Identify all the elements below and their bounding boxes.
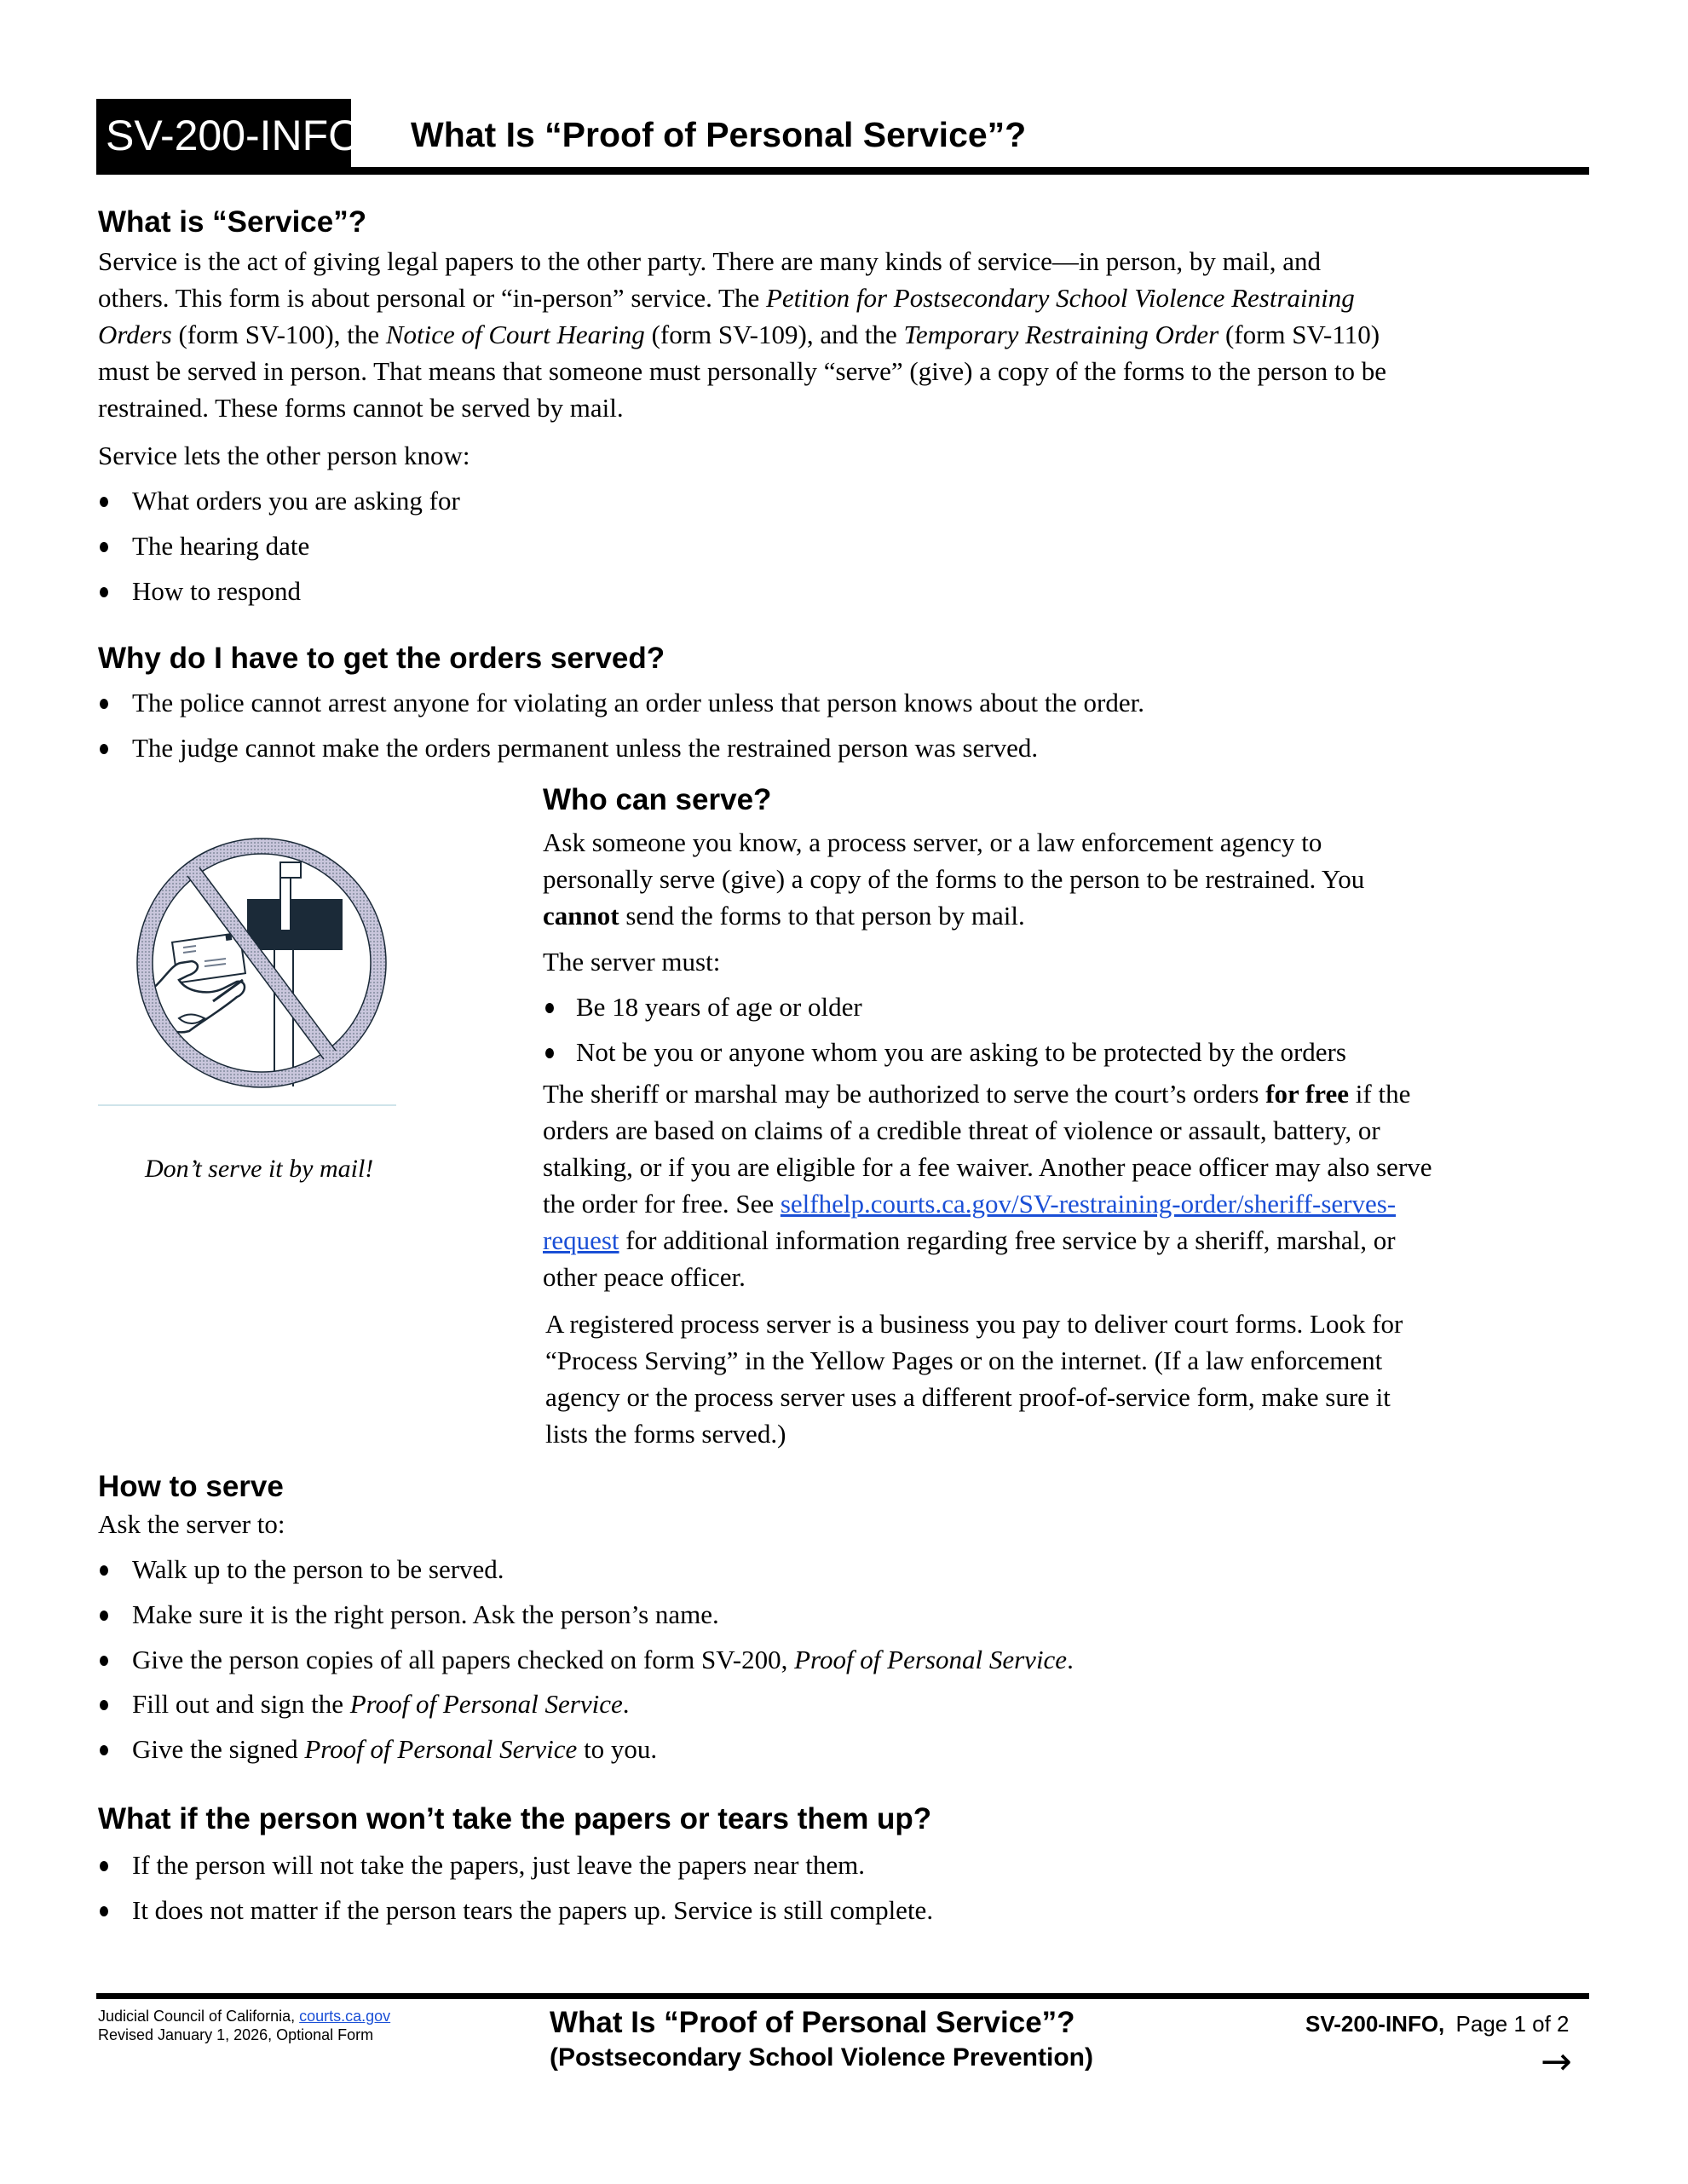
bullet-icon [100,1656,108,1666]
process-para-line [545,1344,1382,1378]
heading-why-served: Why do I have to get the orders served? [98,642,665,675]
bullet-icon [100,542,108,552]
process-para-line [545,1380,1391,1415]
text-run: for free [1265,1079,1350,1109]
text-run: A registered process server is a business you pay to deliver court forms. Look for [545,1309,1403,1339]
list-item: How to respond [132,576,302,606]
bullet-icon [100,1565,108,1576]
form-code: SV-200-INFO [106,112,362,159]
text-run: lists the forms served.) [545,1419,786,1449]
text-run: cannot [543,901,619,931]
how-intro: Ask the server to: [98,1509,285,1539]
service-para-line [98,318,1380,352]
bullet-icon [545,1003,554,1013]
text-run: Proof of Personal Service [794,1645,1068,1674]
footer-form-code [1305,2011,1570,2037]
bullet-icon [100,1861,108,1871]
text-run: Give the person copies of all papers checked on form SV-200, [132,1645,795,1674]
list-item: Not be you or anyone whom you are asking to be protected by the orders [576,1037,1346,1067]
text-run: Make sure it is the right person. Ask the person’s name. [132,1599,719,1629]
text-run: Orders [98,320,172,349]
sheriff-serves-link[interactable]: request [543,1225,619,1255]
page-title: What Is “Proof of Personal Service”? [411,115,1027,154]
list-item: If the person will not take the papers, just leave the papers near them. [132,1850,865,1880]
footer-revised: Revised January 1, 2026, Optional Form [98,2026,374,2043]
list-item: The police cannot arrest anyone for violating an order unless that person knows about the order. [132,688,1144,717]
text-run: to you. [577,1734,658,1764]
list-item: What orders you are asking for [132,486,460,516]
sheriff-para-line [543,1187,1396,1221]
illustration-caption: Don’t serve it by mail! [145,1155,374,1183]
footer-org-text: Judicial Council of California, [98,2008,300,2025]
text-run: The sheriff or marshal may be authorized to serve the court’s orders [543,1079,1266,1109]
bullet-icon [545,1048,554,1058]
heading-who-can-serve: Who can serve? [543,783,772,816]
footer-code: SV-200-INFO, [1305,2011,1445,2037]
service-para-line [98,391,624,425]
text-run: the order for free. See [543,1189,781,1219]
text-run: Fill out and sign the [132,1689,350,1719]
header-rule [96,167,1589,175]
text-run: agency or the process server uses a different proof-of-service form, make sure it [545,1382,1391,1412]
text-run: Temporary Restraining Order [903,320,1219,349]
sheriff-para-line [543,1260,746,1294]
no-mail-prohibition-icon [128,818,409,1108]
courts-link[interactable]: courts.ca.gov [299,2008,391,2025]
text-run: personally serve (give) a copy of the forms to the person to be restrained. You [543,864,1365,894]
text-run: “Process Serving” in the Yellow Pages or on the internet. (If a law enforcement [545,1346,1383,1375]
sheriff-para-line [543,1224,1396,1258]
text-run: Service is the act of giving legal papers to the other party. There are many kinds of service—in person, by mail, and [98,246,1322,276]
text-run: stalking, or if you are eligible for a fee waiver. Another peace officer may also serve [543,1152,1432,1182]
heading-what-is-service: What is “Service”? [98,205,367,239]
heading-wont-take-papers: What if the person won’t take the papers or tears them up? [98,1802,932,1835]
who-para-line [543,862,1364,896]
text-run: Notice of Court Hearing [385,320,645,349]
page-indicator: Page 1 of 2 [1455,2011,1570,2037]
list-item: The judge cannot make the orders permanent unless the restrained person was served. [132,733,1039,763]
text-run: . [1067,1645,1074,1674]
text-run: others. This form is about personal or “in-person” service. The [98,283,766,313]
bullet-icon [100,1700,108,1710]
service-para-line [98,281,1355,315]
text-run: for additional information regarding free service by a sheriff, marshal, or [619,1225,1396,1255]
text-run: Walk up to the person to be served. [132,1554,504,1584]
sheriff-para-line [543,1150,1432,1184]
list-item [132,1687,629,1721]
footer-title: What Is “Proof of Personal Service”? [550,2006,1075,2039]
footer-rule [96,1993,1589,1999]
text-run: restrained. These forms cannot be served by mail. [98,393,624,423]
footer-subtitle: (Postsecondary School Violence Prevention) [550,2043,1093,2072]
bullet-icon [100,1611,108,1621]
text-run: . [622,1689,630,1719]
sheriff-serves-link[interactable]: selfhelp.courts.ca.gov/SV-restraining-order/sheriff-serves- [780,1189,1397,1219]
who-para-line [543,899,1025,933]
list-item: Be 18 years of age or older [576,992,862,1022]
bullet-icon [100,1745,108,1755]
text-run: must be served in person. That means that someone must personally “serve” (give) a copy of the forms to the person to be [98,356,1386,386]
text-run: Proof of Personal Service [304,1734,578,1764]
text-run: other peace officer. [543,1262,746,1292]
sheriff-para-line [543,1077,1410,1111]
text-run: if the [1349,1079,1411,1109]
process-para-line [545,1307,1403,1341]
service-lets-know: Service lets the other person know: [98,441,470,470]
sheriff-para-line [543,1114,1380,1148]
text-run: send the forms to that person by mail. [619,901,1025,931]
text-run: (form SV-109), and the [644,320,904,349]
text-run: orders are based on claims of a credible threat of violence or assault, battery, or [543,1115,1380,1145]
server-must-label: The server must: [543,947,721,977]
heading-how-to-serve: How to serve [98,1470,284,1503]
footer-org [98,2007,390,2026]
who-para-line [543,826,1322,860]
bullet-icon [100,744,108,754]
list-item [132,1732,657,1766]
text-run: Ask someone you know, a process server, or a law enforcement agency to [543,827,1322,857]
illustration-divider [98,1104,396,1106]
bullet-icon [100,587,108,597]
list-item [132,1553,504,1587]
list-item [132,1598,719,1632]
text-run: Proof of Personal Service [349,1689,623,1719]
list-item: The hearing date [132,531,310,561]
text-run: (form SV-110) [1218,320,1380,349]
arrow-right-icon[interactable]: → [1541,2040,1572,2083]
list-item [132,1643,1074,1677]
bullet-icon [100,497,108,507]
bullet-icon [100,1906,108,1916]
text-run: (form SV-100), the [171,320,386,349]
bullet-icon [100,699,108,709]
process-para-line [545,1417,786,1451]
service-para-line [98,354,1386,389]
service-para-line [98,245,1321,279]
text-run: Give the signed [132,1734,305,1764]
list-item: It does not matter if the person tears the papers up. Service is still complete. [132,1895,934,1925]
text-run: Petition for Postsecondary School Violence Restraining [765,283,1355,313]
